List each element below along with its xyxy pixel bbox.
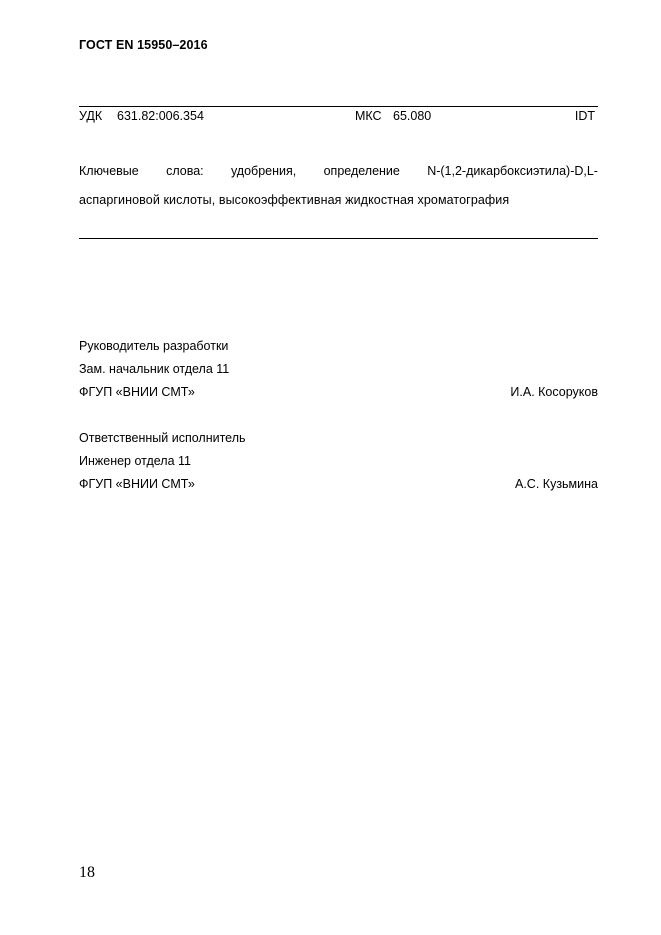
signature-role: Ответственный исполнитель: [79, 431, 246, 445]
keyword-word: N-(1,2-дикарбоксиэтила)-D,L-: [427, 164, 598, 178]
idt-marker: IDT: [574, 109, 595, 123]
mks-label: МКС: [355, 109, 382, 123]
signature-position: Инженер отдела 11: [79, 454, 191, 468]
mks-value: 65.080: [393, 109, 432, 123]
signature-position: Зам. начальник отдела 11: [79, 362, 230, 376]
bottom-divider: [79, 238, 598, 239]
keyword-word: определение: [323, 164, 400, 178]
keyword-word: Ключевые: [79, 164, 139, 178]
keywords-line-2: аспаргиновой кислоты, высокоэффективная жидкостная хроматография: [79, 193, 510, 207]
signature-org: ФГУП «ВНИИ СМТ»: [79, 477, 195, 491]
document-header: ГОСТ EN 15950–2016: [79, 38, 208, 52]
page-number: 18: [79, 864, 95, 881]
udk-label: УДК: [79, 109, 103, 123]
keyword-word: удобрения,: [230, 164, 297, 178]
classification-row: [79, 109, 595, 125]
top-divider: [79, 106, 598, 107]
signature-org: ФГУП «ВНИИ СМТ»: [79, 385, 195, 399]
signature-name: И.А. Косоруков: [510, 385, 598, 399]
keywords-line-1: [79, 164, 598, 178]
signature-role: Руководитель разработки: [79, 339, 229, 353]
keyword-word: слова:: [166, 164, 204, 178]
signature-name: А.С. Кузьмина: [515, 477, 598, 491]
udk-value: 631.82:006.354: [117, 109, 204, 123]
